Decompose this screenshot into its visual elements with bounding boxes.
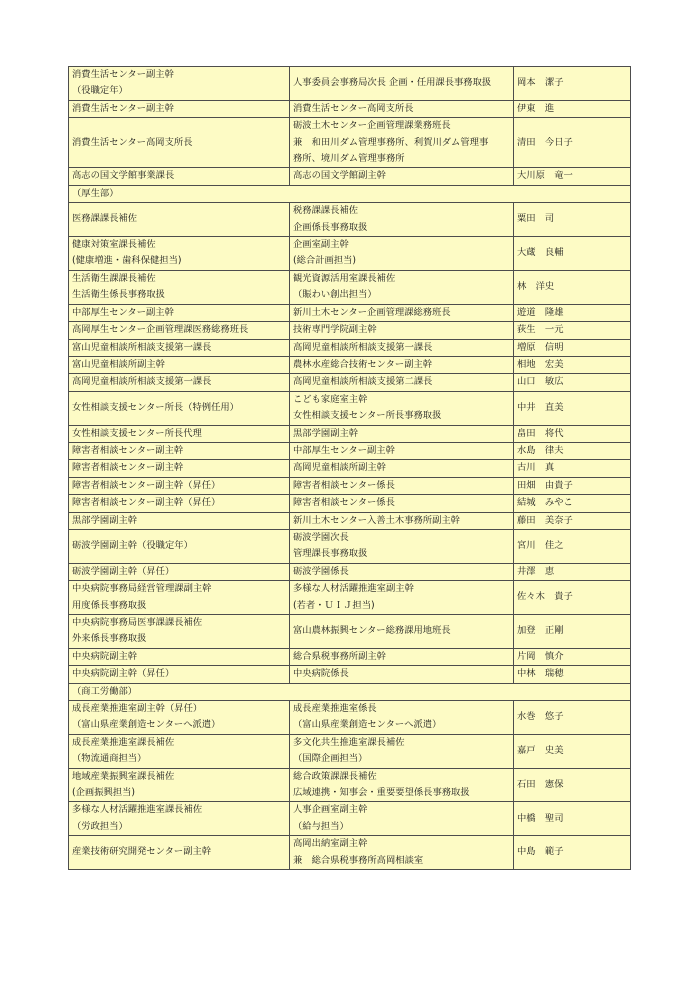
person-name-cell: 粟田 司 (514, 203, 631, 237)
old-position-cell-line: 生活衛生課課長補佐 (72, 272, 156, 284)
new-position-cell (290, 118, 514, 168)
person-name-cell: 荻生 一元 (514, 322, 631, 339)
new-position-cell-line: 中部厚生センター副主幹 (293, 444, 395, 456)
person-name-cell: 中林 瑞穂 (514, 666, 631, 683)
old-position-cell (69, 802, 290, 836)
new-position-cell-line: 高岡出納室副主幹 (293, 838, 368, 850)
old-position-cell (69, 425, 290, 442)
old-position-cell (69, 615, 290, 649)
section-label: （商工労働部） (69, 683, 631, 700)
old-position-cell-line: (健康増進・歯科保健担当) (72, 255, 182, 267)
new-position-cell (290, 666, 514, 683)
old-position-cell-line: 障害者相談センター副主幹 (72, 462, 184, 474)
new-position-cell-line: 務所、境川ダム管理事務所 (293, 153, 405, 165)
table-row (69, 339, 631, 356)
table-row (69, 237, 631, 271)
old-position-cell-line: 消費生活センター副主幹 (72, 69, 174, 80)
old-position-cell-line: 障害者相談センター副主幹（昇任） (72, 497, 221, 509)
table-row (69, 356, 631, 373)
new-position-cell-line: 高岡児童相談所副主幹 (293, 462, 386, 474)
person-name-cell: 伊東 進 (514, 100, 631, 117)
person-name-cell: 田畑 由貴子 (514, 477, 631, 494)
new-position-cell-line: 人事企画室副主幹 (293, 804, 368, 816)
table-row (69, 425, 631, 442)
table-row (69, 477, 631, 494)
new-position-cell-line: 新川土木センター入善土木事務所副主幹 (293, 514, 460, 526)
new-position-cell-line: （賑わい創出担当） (293, 289, 377, 301)
old-position-cell (69, 648, 290, 665)
new-position-cell-line: 人事委員会事務局次長 企画・任用課長事務取扱 (293, 77, 492, 89)
old-position-cell-line: 地域産業振興室課長補佐 (72, 770, 175, 782)
person-name-cell: 遊道 隆雄 (514, 304, 631, 321)
table-row (69, 67, 631, 101)
old-position-cell-line: 中央病院副主幹（昇任） (72, 668, 175, 680)
old-position-cell (69, 339, 290, 356)
person-name-cell: 大川原 竜一 (514, 168, 631, 185)
person-name-cell: 大蔵 良輔 (514, 237, 631, 271)
old-position-cell (69, 270, 290, 304)
old-position-cell-line: 健康対策室課長補佐 (72, 239, 156, 251)
new-position-cell-line: 成長産業推進室係長 (293, 703, 377, 715)
new-position-cell-line: 企画係長事務取扱 (293, 221, 368, 233)
old-position-cell-line: 黒部学園副主幹 (72, 514, 138, 526)
new-position-cell-line: 砺波学園次長 (293, 531, 349, 543)
old-position-cell-line: 高志の国文学館事業課長 (72, 170, 175, 182)
new-position-cell (290, 322, 514, 339)
person-name-cell: 加登 正剛 (514, 615, 631, 649)
table-row (69, 374, 631, 391)
new-position-cell-line: 高岡児童相談所相談支援第二課長 (293, 376, 433, 388)
person-name-cell: 中井 直美 (514, 391, 631, 425)
new-position-cell-line: 管理課長事務取扱 (293, 548, 368, 560)
table-row (69, 442, 631, 459)
old-position-cell-line: 富山児童相談所副主幹 (72, 358, 165, 370)
table-row (69, 581, 631, 615)
old-position-cell-line: 障害者相談センター副主幹（昇任） (72, 479, 221, 491)
new-position-cell-line: 高志の国文学館副主幹 (293, 170, 386, 182)
new-position-cell (290, 168, 514, 185)
new-position-cell (290, 802, 514, 836)
old-position-cell (69, 529, 290, 563)
old-position-cell (69, 442, 290, 459)
old-position-cell (69, 477, 290, 494)
new-position-cell (290, 836, 514, 870)
section-header-row (69, 185, 631, 202)
new-position-cell (290, 339, 514, 356)
person-name-cell: 清田 今日子 (514, 118, 631, 168)
old-position-cell-line: 産業技術研究開発センター副主幹 (72, 846, 212, 858)
person-name-cell: 宮川 佳之 (514, 529, 631, 563)
old-position-cell-line: 外来係長事務取扱 (72, 633, 147, 645)
old-position-cell-line: （物流通商担当） (72, 753, 147, 765)
new-position-cell (290, 356, 514, 373)
person-name-cell: 中島 範子 (514, 836, 631, 870)
person-name-cell: 藤田 美奈子 (514, 512, 631, 529)
old-position-cell-line: 砺波学園副主幹（役職定年） (72, 540, 193, 552)
new-position-cell (290, 270, 514, 304)
old-position-cell-line: 中部厚生センター副主幹 (72, 306, 174, 318)
new-position-cell-line: 中央病院係長 (293, 668, 349, 680)
person-name-cell: 水巻 悠子 (514, 701, 631, 735)
old-position-cell-line: 多様な人材活躍推進室課長補佐 (72, 804, 203, 816)
table-row (69, 203, 631, 237)
table-row (69, 615, 631, 649)
old-position-cell (69, 734, 290, 768)
new-position-cell-line: 兼 和田川ダム管理事務所、利賀川ダム管理事 (293, 136, 489, 148)
old-position-cell (69, 581, 290, 615)
table-row (69, 563, 631, 580)
table-row (69, 118, 631, 168)
old-position-cell (69, 304, 290, 321)
new-position-cell (290, 237, 514, 271)
table-body (69, 67, 631, 870)
table-row (69, 100, 631, 117)
new-position-cell-line: (総合計画担当) (293, 255, 357, 267)
table-row (69, 666, 631, 683)
new-position-cell (290, 529, 514, 563)
section-label: （厚生部） (69, 185, 631, 202)
old-position-cell-line: 富山児童相談所相談支援第一課長 (72, 341, 212, 353)
person-name-cell: 嘉戸 史美 (514, 734, 631, 768)
old-position-cell-line: 消費生活センター副主幹 (72, 102, 174, 114)
new-position-cell (290, 512, 514, 529)
new-position-cell-line: （給与担当） (293, 820, 349, 832)
person-name-cell: 古川 真 (514, 460, 631, 477)
table-row (69, 304, 631, 321)
old-position-cell-line: 成長産業推進室課長補佐 (72, 736, 175, 748)
old-position-cell-line: 医務課課長補佐 (72, 213, 138, 225)
new-position-cell-line: 観光資源活用室課長補佐 (293, 272, 396, 284)
old-position-cell (69, 563, 290, 580)
new-position-cell (290, 615, 514, 649)
old-position-cell (69, 168, 290, 185)
old-position-cell-line: （富山県産業創造センターへ派遣） (72, 719, 221, 731)
table-row (69, 734, 631, 768)
new-position-cell-line: 技術専門学院副主幹 (293, 324, 377, 336)
new-position-cell (290, 100, 514, 117)
new-position-cell-line: 農林水産総合技術センター副主幹 (293, 358, 433, 370)
new-position-cell (290, 374, 514, 391)
new-position-cell-line: こども家庭室主幹 (293, 393, 368, 405)
old-position-cell (69, 666, 290, 683)
new-position-cell (290, 67, 514, 101)
old-position-cell (69, 701, 290, 735)
table-row (69, 495, 631, 512)
old-position-cell-line: 高岡児童相談所相談支援第一課長 (72, 376, 212, 388)
table-row (69, 529, 631, 563)
new-position-cell-line: （富山県産業創造センターへ派遣） (293, 719, 442, 731)
old-position-cell-line: 女性相談支援センター所長代理 (72, 427, 202, 439)
table-row (69, 648, 631, 665)
old-position-cell-line: 用度係長事務取扱 (72, 599, 147, 611)
old-position-cell (69, 512, 290, 529)
old-position-cell-line: 障害者相談センター副主幹 (72, 444, 184, 456)
table-row (69, 768, 631, 802)
old-position-cell-line: 中央病院副主幹 (72, 650, 138, 662)
new-position-cell (290, 203, 514, 237)
new-position-cell-line: 障害者相談センター係長 (293, 497, 395, 509)
new-position-cell-line: 多様な人材活躍推進室副主幹 (293, 583, 414, 595)
new-position-cell (290, 304, 514, 321)
new-position-cell-line: 兼 総合県税事務所高岡相談室 (293, 854, 424, 866)
new-position-cell-line: 女性相談支援センター所長事務取扱 (293, 410, 442, 422)
new-position-cell-line: 障害者相談センター係長 (293, 479, 395, 491)
new-position-cell-line: 富山農林振興センター総務課用地班長 (293, 625, 451, 637)
new-position-cell (290, 581, 514, 615)
new-position-cell (290, 495, 514, 512)
person-name-cell: 片岡 慎介 (514, 648, 631, 665)
old-position-cell (69, 768, 290, 802)
personnel-transfer-table (68, 66, 631, 870)
person-name-cell: 林 洋史 (514, 270, 631, 304)
old-position-cell (69, 356, 290, 373)
new-position-cell-line: 砺波学園係長 (293, 565, 349, 577)
new-position-cell-line: 砺波土木センター企画管理課業務班長 (293, 120, 451, 132)
new-position-cell (290, 391, 514, 425)
table-row (69, 391, 631, 425)
new-position-cell (290, 734, 514, 768)
new-position-cell-line: 黒部学園副主幹 (293, 427, 359, 439)
old-position-cell (69, 203, 290, 237)
old-position-cell-line: (企画振興担当) (72, 787, 136, 799)
old-position-cell (69, 460, 290, 477)
new-position-cell-line: 高岡児童相談所相談支援第一課長 (293, 341, 433, 353)
old-position-cell (69, 67, 290, 101)
old-position-cell (69, 237, 290, 271)
new-position-cell-line: （国際企画担当） (293, 753, 368, 765)
old-position-cell-line: （労政担当） (72, 820, 128, 832)
old-position-cell-line: 消費生活センター高岡支所長 (72, 136, 193, 148)
person-name-cell: 水島 律夫 (514, 442, 631, 459)
person-name-cell: 山口 敏広 (514, 374, 631, 391)
table-row (69, 168, 631, 185)
table-row (69, 836, 631, 870)
table-row (69, 322, 631, 339)
new-position-cell (290, 425, 514, 442)
table-row (69, 512, 631, 529)
old-position-cell (69, 391, 290, 425)
old-position-cell (69, 495, 290, 512)
old-position-cell (69, 118, 290, 168)
person-name-cell: 結城 みやこ (514, 495, 631, 512)
new-position-cell-line: (若者・ＵＩＪ担当) (293, 599, 375, 611)
person-name-cell: 岡本 潔子 (514, 67, 631, 101)
person-name-cell: 中橋 聖司 (514, 802, 631, 836)
old-position-cell-line: 成長産業推進室副主幹（昇任） (72, 703, 203, 715)
new-position-cell-line: 新川土木センター企画管理課総務班長 (293, 306, 451, 318)
person-name-cell: 相地 宏美 (514, 356, 631, 373)
new-position-cell (290, 477, 514, 494)
new-position-cell (290, 460, 514, 477)
old-position-cell (69, 374, 290, 391)
new-position-cell-line: 企画室副主幹 (293, 239, 349, 251)
person-name-cell: 増原 信明 (514, 339, 631, 356)
table-row (69, 701, 631, 735)
person-name-cell: 石田 憲保 (514, 768, 631, 802)
old-position-cell (69, 836, 290, 870)
new-position-cell (290, 768, 514, 802)
person-name-cell: 井澤 恵 (514, 563, 631, 580)
new-position-cell-line: 税務課課長補佐 (293, 205, 359, 217)
new-position-cell (290, 442, 514, 459)
old-position-cell-line: 砺波学園副主幹（昇任） (72, 565, 175, 577)
old-position-cell-line: （役職定年） (72, 85, 128, 97)
old-position-cell (69, 322, 290, 339)
person-name-cell: 畠田 将代 (514, 425, 631, 442)
old-position-cell-line: 高岡厚生センター企画管理課医務総務班長 (72, 324, 249, 336)
new-position-cell-line: 広域連携・知事会・重要要望係長事務取扱 (293, 787, 470, 799)
person-name-cell: 佐々木 貴子 (514, 581, 631, 615)
new-position-cell (290, 701, 514, 735)
section-header-row (69, 683, 631, 700)
new-position-cell-line: 消費生活センター高岡支所長 (293, 102, 414, 114)
old-position-cell-line: 中央病院事務局医事課課長補佐 (72, 617, 203, 628)
new-position-cell-line: 総合県税事務所副主幹 (293, 650, 386, 662)
new-position-cell (290, 648, 514, 665)
new-position-cell (290, 563, 514, 580)
old-position-cell-line: 生活衛生係長事務取扱 (72, 289, 165, 301)
old-position-cell-line: 中央病院事務局経営管理課副主幹 (72, 583, 212, 595)
new-position-cell-line: 多文化共生推進室課長補佐 (293, 736, 405, 748)
table-row (69, 270, 631, 304)
table-row (69, 802, 631, 836)
new-position-cell-line: 総合政策課課長補佐 (293, 770, 377, 782)
old-position-cell-line: 女性相談支援センター所長（特例任用） (72, 401, 239, 413)
table-row (69, 460, 631, 477)
old-position-cell (69, 100, 290, 117)
